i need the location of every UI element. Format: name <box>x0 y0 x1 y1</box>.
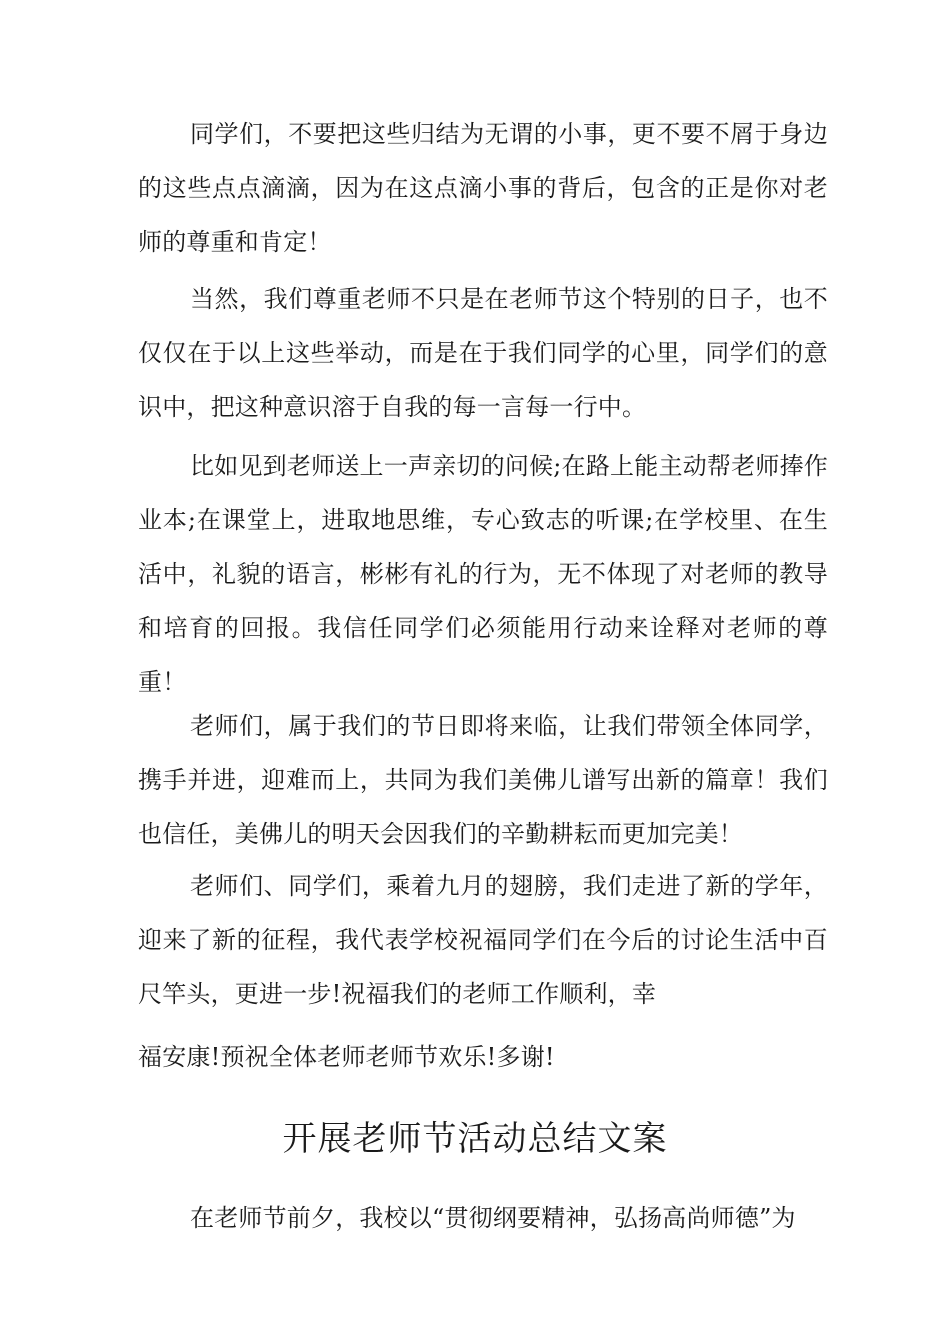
paragraph-closing-wishes: 福安康!预祝全体老师老师节欢乐!多谢! <box>138 1043 555 1071</box>
paragraph-respect-small-things: 同学们，不要把这些归结为无谓的小事，更不要不屑于身边的这些点点滴滴，因为在这点滴小事的背后，包含的正是你对老师的尊重和肯定！ <box>138 120 828 256</box>
paragraph-examples-of-respect: 比如见到老师送上一声亲切的问候;在路上能主动帮老师捧作业本;在课堂上，进取地思维，专心致志的听课;在学校里、在生活中，礼貌的语言，彬彬有礼的行为，无不体现了对老师的教导和培育的回报。我信任同学们必须能用行动来诠释对老师的尊重！ <box>138 452 828 696</box>
paragraph-respect-beyond-holiday: 当然，我们尊重老师不只是在老师节这个特别的日子，也不仅仅在于以上这些举动，而是在于我们同学的心里，同学们的意识中，把这种意识溶于自我的每一言每一行中。 <box>138 285 828 421</box>
paragraph-address-to-teachers: 老师们，属于我们的节日即将来临，让我们带领全体同学，携手并进，迎难而上，共同为我们美佛儿谱写出新的篇章！我们也信任，美佛儿的明天会因我们的辛勤耕耘而更加完美！ <box>138 712 828 848</box>
section-heading: 开展老师节活动总结文案 <box>282 1119 668 1159</box>
paragraph-new-school-year: 老师们、同学们，乘着九月的翅膀，我们走进了新的学年，迎来了新的征程，我代表学校祝福同学们在今后的讨论生活中百尺竿头，更进一步!祝福我们的老师工作顺利，幸 <box>138 872 828 1008</box>
paragraph-summary-intro: 在老师节前夕，我校以“贯彻纲要精神，弘扬高尚师德”为 <box>190 1204 796 1232</box>
